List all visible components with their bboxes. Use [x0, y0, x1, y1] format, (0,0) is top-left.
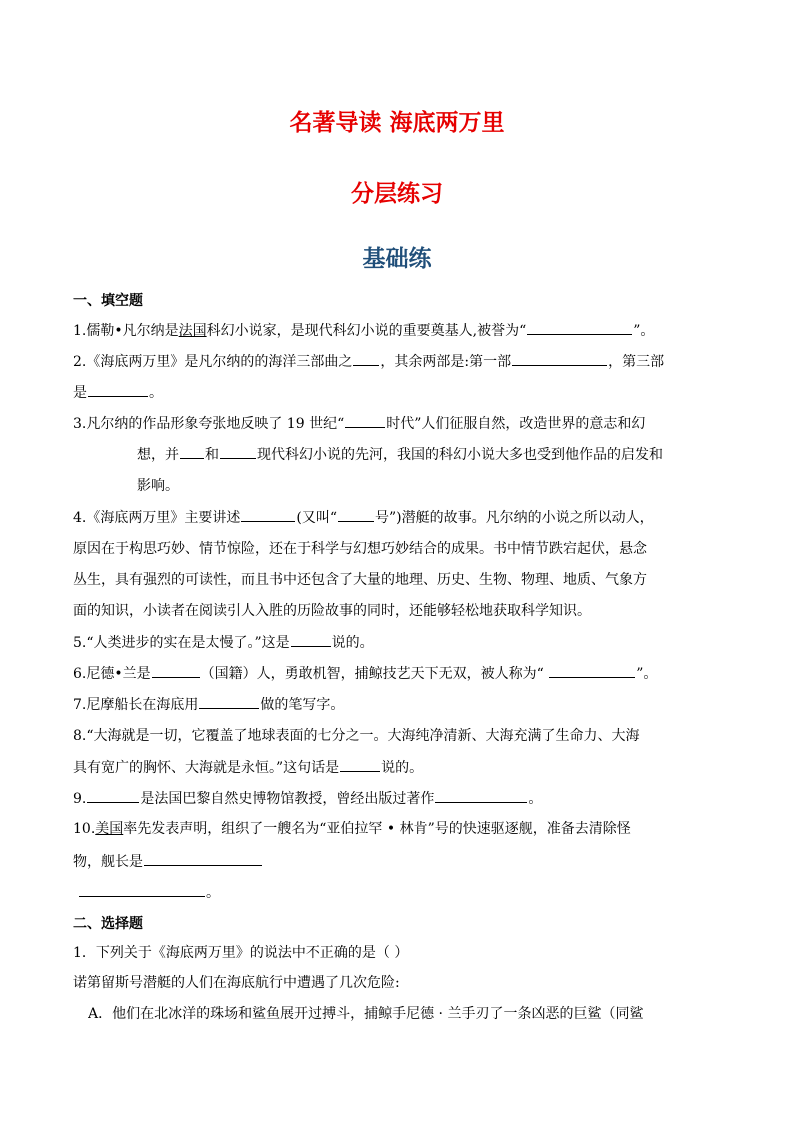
answer-blank[interactable] — [353, 351, 379, 366]
question-line: 7.尼摩船长在海底用 做的笔写字。 — [73, 694, 723, 715]
question-line: 1.儒勒•凡尔纳是法国科幻小说家，是现代科幻小说的重要奠基人,被誉为“ ”。 — [73, 320, 723, 341]
answer-blank[interactable] — [88, 382, 148, 397]
answer-blank[interactable] — [241, 507, 295, 522]
answer-blank[interactable] — [527, 320, 632, 335]
question-line: 是 。 — [73, 382, 723, 403]
sub-title: 分层练习 — [351, 181, 443, 207]
question-line: 丛生，具有强烈的可读性，而且书中还包含了大量的地理、历史、生物、物理、地质、气象方 — [73, 572, 647, 588]
main-title: 名著导读 海底两万里 — [289, 110, 505, 136]
question-line: 想，并 和 现代科幻小说的先河，我国的科幻小说大多也受到他作品的启发和 — [137, 444, 723, 465]
answer-blank[interactable] — [152, 663, 200, 678]
section-heading-choice: 二、选择题 — [73, 916, 143, 932]
question-line: 1．下列关于《海底两万里》的说法中不正确的是（ ） — [73, 945, 409, 961]
section-heading-fill: 一、填空题 — [73, 293, 143, 309]
question-line: 2.《海底两万里》是凡尔纳的的海洋三部曲之 ，其余两部是:第一部 ，第三部 — [73, 351, 723, 372]
question-line: 9. 是法国巴黎自然史博物馆教授，曾经出版过著作 。 — [73, 788, 723, 809]
question-line: 3.凡尔纳的作品形象夸张地反映了 19 世纪“ 时代”人们征服自然，改造世界的意志和幻 — [73, 413, 723, 434]
answer-blank[interactable] — [291, 632, 331, 647]
question-line: 原因在于构思巧妙、情节惊险，还在于科学与幻想巧妙结合的成果。书中情节跌宕起伏，悬念 — [73, 541, 647, 557]
question-line: 6.尼德•兰是 （国籍）人，勇敢机智，捕鲸技艺天下无双，被人称为“ ”。 — [73, 663, 723, 684]
answer-blank[interactable] — [220, 444, 256, 459]
question-line: 影响。 — [137, 478, 179, 494]
answer-blank[interactable] — [512, 351, 607, 366]
answer-blank[interactable] — [338, 507, 374, 522]
answer-blank[interactable] — [435, 788, 527, 803]
answer-blank[interactable] — [345, 413, 385, 428]
choice-option: A．他们在北冰洋的珠场和鲨鱼展开过搏斗，捕鲸手尼德 · 兰手刃了一条凶恶的巨鲨（同鲨 — [88, 1006, 644, 1022]
answer-blank[interactable] — [199, 694, 259, 709]
answer-blank[interactable] — [144, 851, 262, 866]
answer-blank[interactable] — [340, 757, 380, 772]
level-title: 基础练 — [362, 246, 432, 272]
question-line: 8.“大海就是一切，它覆盖了地球表面的七分之一。大海纯净清新、大海充满了生命力、大海 — [73, 728, 640, 744]
answer-blank[interactable] — [87, 788, 139, 803]
answer-blank[interactable] — [79, 882, 205, 897]
question-line: 物，舰长是 — [73, 851, 723, 872]
question-line: 10.美国率先发表声明，组织了一艘名为“亚伯拉罕 • 林肯”号的快速驱逐舰，准备去清除怪 — [73, 821, 631, 837]
answer-blank[interactable] — [180, 444, 204, 459]
question-line: 4.《海底两万里》主要讲述 (又叫“ 号”)潜艇的故事。凡尔纳的小说之所以动人， — [73, 507, 723, 528]
answer-blank[interactable] — [549, 663, 635, 678]
question-line: 诺第留斯号潜艇的人们在海底航行中遭遇了几次危险: — [73, 975, 400, 991]
question-line: 面的知识，小读者在阅读引人入胜的历险故事的同时，还能够轻松地获取科学知识。 — [73, 603, 591, 619]
question-line: 具有宽广的胸怀、大海就是永恒。”这句话是 说的。 — [73, 757, 723, 778]
question-line: 5.“人类进步的实在是太慢了。”这是 说的。 — [73, 632, 723, 653]
question-line: 。 — [78, 882, 728, 903]
